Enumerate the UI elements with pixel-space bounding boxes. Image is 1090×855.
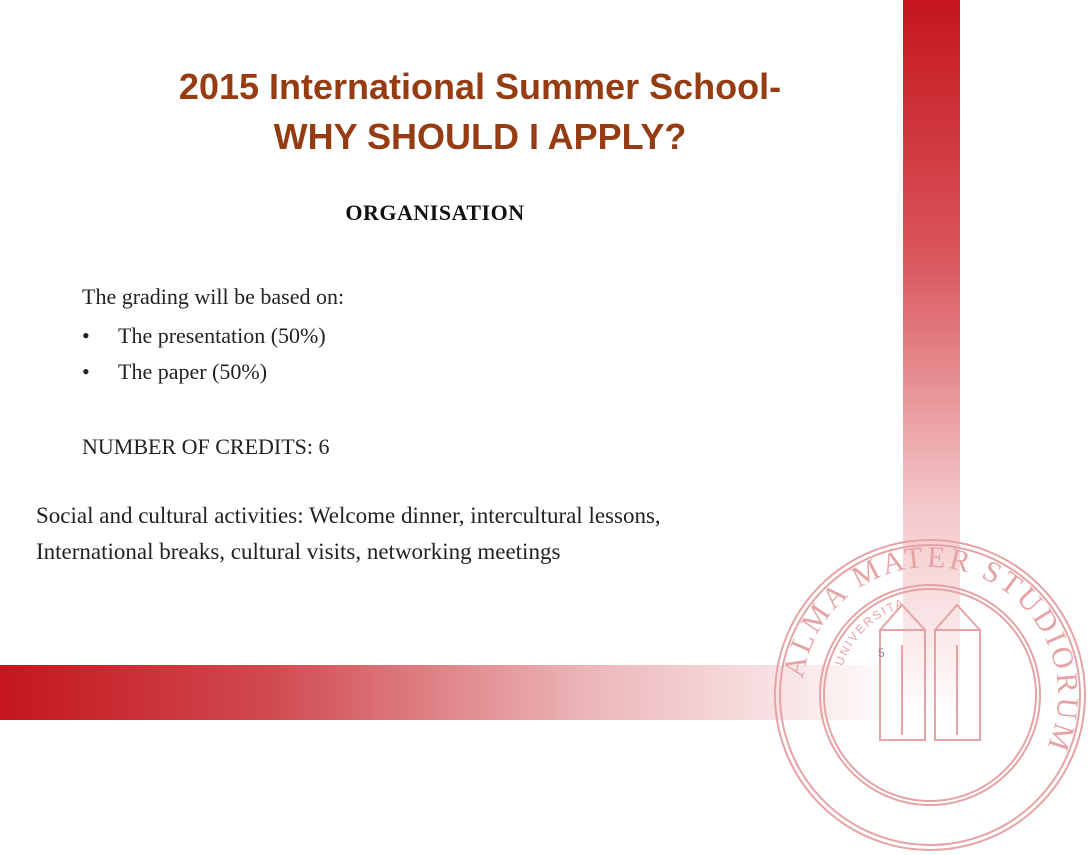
social-line-2: International breaks, cultural visits, networking meetings [36,539,561,564]
university-seal-watermark [770,535,1090,855]
list-item [82,318,326,354]
list-item-text: The paper (50%) [118,359,268,384]
slide-title-line1: 2015 International Summer School- [178,66,782,107]
decorative-bottom-band [0,665,903,720]
slide-title-line2: WHY SHOULD I APPLY? [273,116,687,157]
bullet-icon: • [82,323,90,348]
seal-inner-text: UNIVERSITA [832,595,908,668]
section-heading: ORGANISATION [345,200,525,225]
slide-number: 5 [878,646,885,660]
bullet-icon: • [82,359,90,384]
social-line-1: Social and cultural activities: Welcome dinner, intercultural lessons, [36,503,661,528]
list-item-text: The presentation (50%) [118,323,326,348]
slide-title [60,62,900,162]
grading-list [82,318,326,390]
grading-intro: The grading will be based on: [82,284,345,309]
seal-outer-text: ALMA MATER STUDIORUM [777,540,1085,758]
list-item [82,354,326,390]
social-activities-text [36,498,896,570]
credits-text: NUMBER OF CREDITS: 6 [82,434,330,459]
